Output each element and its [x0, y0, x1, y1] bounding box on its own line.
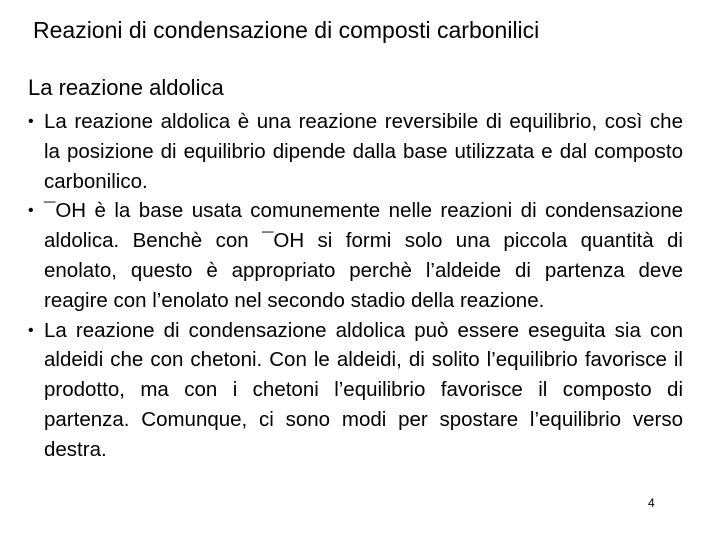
bullet-text: ¯OH è la base usata comunemente nelle reazioni di condensazione aldolica. Benchè con ¯OH si formi solo una piccola quantità di enolato, questo è appropriato perchè l’aldeide di partenza deve reagire con l’enolato nel secondo stadio della reazione.	[44, 199, 683, 312]
slide-subtitle: La reazione aldolica	[28, 75, 224, 100]
bullet-text: La reazione aldolica è una reazione reversibile di equilibrio, così che la posizione di equilibrio dipende dalla base utilizzata e dal composto carbonilico.	[44, 110, 683, 193]
bullet-icon: •	[28, 321, 34, 339]
page-number: 4	[648, 496, 655, 510]
bullet-item	[28, 316, 683, 465]
slide-title: Reazioni di condensazione di composti carbonilici	[33, 17, 540, 43]
bullet-text: La reazione di condensazione aldolica può essere eseguita sia con aldeidi che con chetoni. Con le aldeidi, di solito l’equilibrio favorisce il prodotto, ma con i chetoni l’equilibrio favorisce il composto di partenza. Comunque, ci sono modi per spostare l’equilibrio verso destra.	[44, 318, 683, 461]
bullet-list	[28, 107, 683, 465]
bullet-item	[28, 196, 683, 315]
bullet-item	[28, 107, 683, 196]
bullet-icon: •	[28, 113, 34, 130]
bullet-icon: •	[28, 202, 34, 220]
